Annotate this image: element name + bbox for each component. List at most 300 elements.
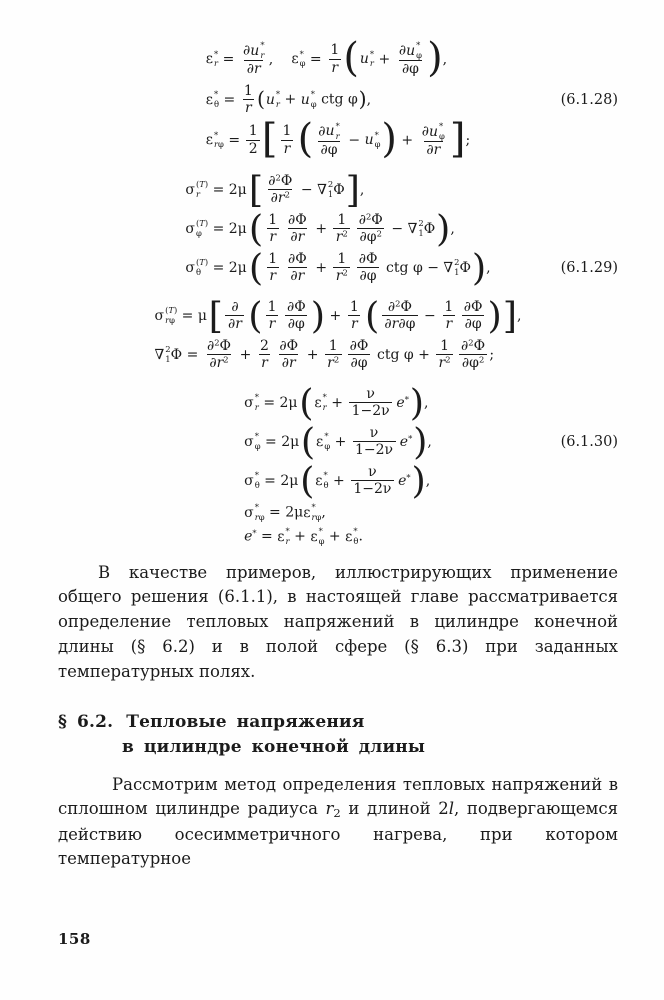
fraction-numerator (385, 299, 414, 316)
fraction-denominator (351, 480, 394, 498)
fraction-numerator (286, 251, 310, 268)
open-bracket: ( (365, 294, 380, 338)
math-text: = (208, 220, 229, 237)
script-base (244, 395, 254, 411)
math-text: ε (277, 528, 285, 545)
math-text: Φ (371, 211, 383, 228)
close-bracket: ) (436, 207, 451, 250)
math-text: ∂φ (350, 355, 368, 372)
math-text: . (358, 528, 363, 545)
equation-line (244, 381, 432, 425)
fraction-denominator (325, 354, 342, 372)
bracket-content (263, 212, 436, 246)
math-text: − (386, 220, 408, 237)
fraction-denominator (267, 267, 279, 285)
open-bracket: ( (248, 294, 263, 338)
math-text: * (254, 431, 259, 442)
math-text: * (322, 392, 327, 403)
math-fraction (266, 212, 280, 246)
close-bracket: ) (310, 294, 326, 338)
math-fraction (266, 173, 295, 207)
math-base-with-scripts (326, 122, 340, 141)
math-text: * (214, 48, 219, 59)
math-text: ( (165, 305, 169, 316)
math-text: * (335, 120, 340, 131)
math-variable: u (428, 123, 439, 140)
close-bracket: ) (471, 246, 487, 290)
math-variable: e (399, 433, 409, 450)
script-column (196, 180, 208, 199)
script-base (244, 473, 254, 489)
math-text: * (254, 470, 259, 481)
script-base (443, 260, 453, 276)
fraction-denominator (436, 354, 453, 372)
math-base-with-scripts (155, 345, 171, 364)
math-text: ε (316, 433, 324, 450)
equation-line (155, 338, 522, 372)
fraction-denominator (357, 228, 384, 246)
math-text: + (330, 433, 351, 450)
math-text: * (254, 501, 259, 512)
math-text: , (425, 472, 431, 489)
math-text: φ (374, 139, 381, 150)
math-variable: r (331, 59, 339, 76)
math-text: 2 (248, 140, 258, 157)
math-variable: e (398, 472, 407, 489)
math-base-with-scripts (155, 306, 178, 325)
math-text: ∂φ (287, 316, 305, 333)
math-variable: u (250, 42, 260, 59)
math-text: θ (214, 98, 220, 109)
math-fraction (316, 122, 343, 159)
math-text: ∂φ (464, 316, 482, 333)
script-column (214, 131, 224, 150)
math-text: ∂φ (359, 268, 377, 285)
open-bracket: [ (208, 294, 223, 338)
script-column (260, 41, 264, 60)
fraction-denominator (244, 60, 263, 78)
math-text: σ (185, 220, 195, 237)
math-text: * (311, 501, 316, 512)
equation-line (154, 294, 522, 338)
math-text: = (218, 51, 239, 68)
math-base-with-scripts (310, 527, 324, 546)
script-base (185, 182, 195, 198)
math-variable: u (364, 132, 374, 149)
math-fraction (286, 212, 310, 246)
math-variable: r (254, 401, 259, 412)
math-variable: u (265, 91, 275, 108)
fraction-numerator (459, 338, 488, 355)
math-text: 2 (275, 172, 281, 183)
math-base-with-scripts (360, 50, 374, 69)
script-base (317, 182, 327, 198)
fraction-denominator (285, 315, 307, 333)
fraction-numerator (316, 122, 343, 141)
math-base-with-scripts (429, 122, 445, 141)
math-variable: r (445, 316, 453, 333)
script-base (206, 132, 213, 148)
text-run: 2 (333, 806, 341, 821)
math-variable: r (245, 100, 252, 117)
math-fraction (286, 251, 310, 285)
math-base-with-scripts (317, 180, 333, 199)
fraction-denominator (399, 60, 421, 78)
close-bracket: ] (345, 167, 360, 211)
math-base-with-scripts (291, 50, 305, 69)
script-base (310, 529, 317, 545)
superscript (223, 355, 228, 365)
math-text: = (256, 528, 278, 545)
math-text: 1 (248, 123, 258, 140)
equation-number: (6.1.30) (560, 433, 618, 450)
script-base (291, 51, 298, 67)
math-variable: u (325, 123, 335, 140)
math-fraction (328, 42, 342, 76)
math-text: ∇ (407, 220, 418, 237)
math-fraction (356, 212, 385, 246)
math-fraction (349, 386, 392, 420)
fraction-denominator (318, 141, 340, 159)
script-base (314, 395, 321, 411)
fraction-numerator (367, 425, 381, 442)
math-text: * (252, 528, 257, 539)
math-variable: r (335, 130, 340, 141)
math-text: * (404, 394, 409, 405)
subscript (165, 316, 177, 326)
script-base (301, 92, 310, 108)
math-text: φ (416, 49, 423, 60)
math-variable: r (350, 316, 358, 333)
math-text: * (260, 40, 265, 51)
fraction-denominator (268, 189, 292, 207)
math-text: φ (258, 511, 265, 522)
math-variable: r (322, 401, 327, 412)
fraction-denominator (329, 59, 341, 77)
math-text: ∂ (227, 316, 236, 333)
equation-line (185, 167, 490, 211)
superscript (405, 394, 409, 404)
fraction-denominator (357, 267, 379, 285)
script-base (303, 505, 310, 521)
fraction-numerator (280, 123, 294, 140)
text-run: , подвергающемся действию осесимметричного нагрева, при котором температурное (58, 799, 618, 869)
equation-block-lines (185, 167, 491, 290)
open-bracket: ( (248, 246, 264, 290)
math-text: θ (195, 266, 202, 277)
math-text: = (219, 91, 240, 108)
math-base-with-scripts (244, 471, 260, 490)
math-text: 2 (445, 354, 451, 365)
math-text: 2 (342, 228, 348, 239)
math-variable: r (283, 140, 291, 157)
subscript (196, 190, 208, 200)
fraction-denominator (424, 141, 443, 159)
math-text: φ (318, 535, 325, 546)
bracket-group (365, 294, 502, 338)
equation-line (244, 527, 432, 546)
math-fraction (419, 122, 447, 159)
math-base-with-scripts (266, 90, 280, 109)
equation-block-lines (154, 294, 522, 372)
math-text: 1 (454, 266, 460, 277)
math-base-with-scripts (206, 90, 219, 109)
math-variable: T (199, 179, 205, 190)
math-text: ε (345, 528, 353, 545)
math-fraction (333, 212, 350, 246)
math-text: * (323, 470, 328, 481)
open-bracket: ( (300, 420, 316, 464)
fraction-numerator (356, 251, 380, 268)
math-variable: r (235, 316, 242, 333)
heading-title-line-1: Тепловые напряжения (126, 712, 365, 733)
math-fraction (333, 251, 350, 285)
math-text: 2μ (228, 220, 247, 237)
equation-block (58, 294, 618, 372)
open-bracket: [ (248, 167, 264, 211)
math-text: ) (204, 179, 209, 190)
math-text: = (305, 51, 327, 68)
text-run: и длиной 2 (340, 799, 449, 819)
math-text: φ (439, 130, 445, 141)
math-text: σ (244, 504, 254, 521)
math-variable: r (165, 314, 170, 325)
math-text: , (268, 51, 274, 68)
fraction-denominator (349, 402, 392, 420)
math-variable: r (335, 268, 343, 285)
math-text: = (260, 433, 282, 450)
script-base (360, 51, 369, 67)
math-variable: T (199, 218, 205, 229)
math-variable: r (391, 316, 399, 333)
script-base (429, 124, 438, 140)
math-text: 2 (418, 218, 424, 229)
math-text: * (254, 392, 259, 403)
math-variable: u (406, 42, 416, 59)
math-text: 2μ (228, 181, 247, 198)
equations-area (58, 35, 618, 547)
subscript (196, 229, 208, 239)
math-text: + (280, 91, 301, 108)
math-text: 2 (342, 267, 348, 278)
math-base-with-scripts (408, 219, 424, 238)
math-fraction (347, 338, 371, 372)
math-text: 2 (165, 344, 171, 355)
math-text: * (369, 48, 375, 59)
fraction-denominator (353, 441, 396, 459)
math-text: ∂ (290, 268, 298, 285)
math-text: σ (244, 433, 254, 450)
math-text: − (296, 181, 318, 198)
math-text: 2 (223, 354, 229, 365)
math-base-with-scripts (443, 258, 459, 277)
math-text: * (310, 89, 315, 100)
subscript (375, 140, 381, 150)
math-text: 2μ (279, 394, 298, 411)
subscript (312, 513, 322, 523)
math-text: ∂ (206, 337, 215, 354)
math-base-with-scripts (277, 527, 289, 546)
script-base (185, 260, 195, 276)
math-text: ε (205, 51, 214, 68)
text-run: Рассмотрим метод определения тепловых напряжений в сплошном цилиндре радиуса (58, 774, 618, 819)
fraction-numerator (229, 299, 241, 316)
equation-line (185, 207, 490, 250)
equation-block (58, 35, 618, 163)
math-text: * (214, 89, 219, 100)
math-text: 1 (243, 82, 253, 99)
math-text: 2μ (228, 259, 247, 276)
math-fraction (280, 123, 294, 157)
math-text: ∂ (426, 142, 434, 159)
subscript (214, 140, 224, 150)
math-text: φ (299, 58, 306, 69)
bracket-group (300, 459, 426, 503)
equation-line (205, 116, 471, 163)
open-bracket: ( (300, 459, 315, 503)
math-base-with-scripts (406, 41, 422, 60)
script-base (244, 505, 254, 521)
math-base-with-scripts (250, 41, 264, 60)
fraction-denominator (459, 354, 486, 372)
equation-number: (6.1.28) (560, 92, 618, 108)
math-fraction (241, 83, 255, 117)
math-text: ∂ (281, 355, 290, 372)
math-variable: r (438, 355, 446, 372)
math-text: ∂ (209, 355, 217, 372)
script-column (375, 131, 381, 150)
superscript (285, 190, 290, 200)
script-base (365, 132, 374, 148)
bracket-content (277, 116, 449, 163)
fraction-numerator (328, 42, 342, 59)
bracket-group (208, 294, 518, 338)
script-base (408, 221, 418, 237)
math-text: 2 (365, 211, 372, 222)
math-text: ∂Φ (463, 298, 483, 315)
math-variable: r (216, 355, 224, 372)
math-text: + (289, 528, 311, 545)
fraction-denominator (267, 228, 279, 246)
math-text: Φ (400, 298, 412, 315)
math-text: σ (244, 394, 254, 411)
math-variable: r (269, 229, 277, 246)
math-text: , (321, 504, 326, 521)
fraction-numerator (335, 212, 349, 229)
math-text: ∂ (398, 42, 407, 59)
math-text: 1−2ν (355, 442, 394, 459)
math-base-with-scripts (185, 219, 208, 238)
bracket-content (263, 299, 311, 333)
superscript (406, 472, 410, 482)
math-fraction (351, 464, 394, 498)
math-fraction (277, 338, 301, 372)
math-text: 1 (330, 42, 340, 59)
math-text: ∂φ (320, 142, 338, 159)
math-text: 1 (165, 353, 171, 364)
subscript (336, 132, 340, 142)
fraction-numerator (258, 338, 272, 355)
fraction-denominator (443, 315, 455, 333)
close-bracket: ) (411, 459, 426, 503)
math-text: , (442, 51, 448, 68)
script-base (345, 529, 352, 545)
script-column (336, 122, 340, 141)
script-column (312, 503, 322, 522)
math-text: ∂ (231, 298, 239, 315)
math-text: − (419, 307, 441, 324)
bracket-group (248, 246, 487, 290)
math-text: + (310, 259, 332, 276)
bracket-group (248, 207, 451, 250)
bracket-group (248, 294, 326, 338)
superscript (479, 355, 484, 365)
math-text: * (416, 40, 421, 50)
fraction-numerator (266, 251, 280, 268)
fraction-numerator (347, 299, 361, 316)
math-text: = (208, 259, 229, 276)
math-base-with-scripts (185, 180, 208, 199)
math-fraction (442, 299, 456, 333)
equation-number: (6.1.29) (560, 259, 618, 276)
math-fraction (246, 123, 260, 157)
math-text: + (235, 346, 256, 363)
open-bracket: [ (261, 116, 278, 163)
math-text: 1 (337, 211, 347, 228)
fraction-denominator (243, 99, 255, 117)
equation-line (244, 420, 432, 464)
math-fraction (461, 299, 485, 333)
script-column (416, 41, 422, 60)
math-variable: r (214, 139, 219, 150)
math-text: + (302, 346, 323, 363)
math-text: * (275, 89, 281, 100)
math-fraction (396, 41, 424, 78)
bracket-group (248, 167, 360, 211)
math-text: ∂ (358, 211, 366, 228)
math-variable: T (199, 257, 205, 268)
fraction-denominator (333, 267, 350, 285)
fraction-numerator (241, 41, 268, 60)
math-text: 2μ (280, 472, 299, 489)
paragraph-body (58, 773, 618, 872)
math-text: φ (315, 511, 322, 522)
math-text: ctg φ + (372, 346, 435, 363)
fraction-denominator (246, 140, 260, 158)
math-variable: e (396, 394, 405, 411)
math-text: ∂ (270, 190, 278, 207)
superscript (377, 229, 382, 239)
math-variable: r (297, 229, 305, 246)
subscript (196, 268, 208, 278)
math-fraction (284, 299, 308, 333)
math-variable: r (268, 316, 276, 333)
math-variable: r (369, 58, 374, 69)
math-variable: u (300, 91, 310, 108)
math-text: Φ = (170, 346, 203, 363)
math-text: + (328, 472, 350, 489)
close-bracket: ) (427, 35, 443, 82)
page-number: 158 (58, 930, 91, 948)
section-number: § 6.2. (58, 712, 114, 733)
math-variable: r (195, 188, 200, 199)
math-text: 2 (376, 228, 382, 239)
math-text: θ (353, 535, 359, 546)
math-text: + (324, 528, 346, 545)
math-variable: r (285, 535, 290, 546)
math-fraction (225, 299, 244, 333)
script-base (206, 51, 213, 67)
